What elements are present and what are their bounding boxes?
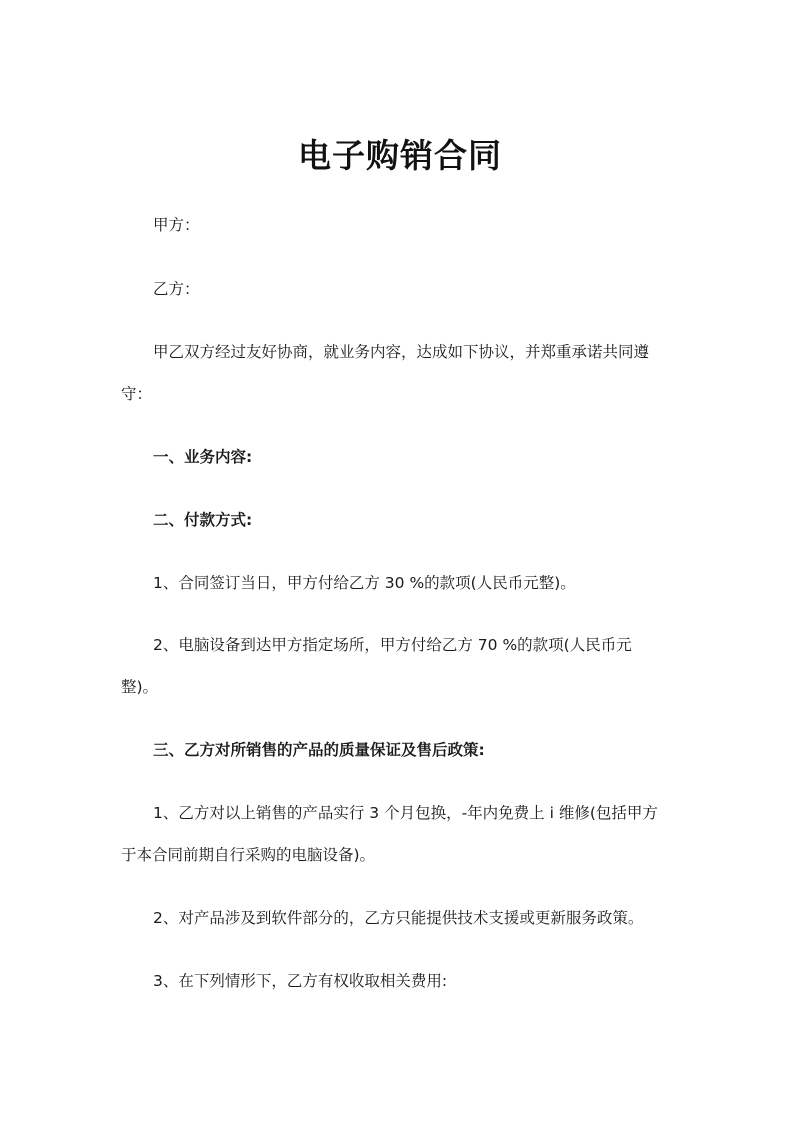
section-1-heading: 一、业务内容:	[153, 448, 253, 466]
section-2-heading: 二、付款方式:	[153, 511, 253, 529]
payment-item-2-line-2: 整)。	[121, 678, 159, 696]
warranty-item-1-line-2: 于本合同前期自行采购的电脑设备)。	[121, 846, 376, 864]
payment-item-1: 1、合同签订当日，甲方付给乙方 30 %的款项(人民币元整)。	[153, 574, 576, 592]
intro-paragraph-line-2: 守：	[121, 385, 153, 403]
document-title: 电子购销合同	[298, 136, 502, 175]
warranty-item-3: 3、在下列情形下，乙方有权收取相关费用:	[153, 972, 448, 990]
party-a-label: 甲方：	[153, 216, 200, 234]
intro-paragraph-line-1: 甲乙双方经过友好协商，就业务内容，达成如下协议，并郑重承诺共同遵	[153, 343, 650, 361]
section-3-heading: 三、乙方对所销售的产品的质量保证及售后政策:	[153, 741, 485, 759]
party-b-label: 乙方：	[153, 280, 200, 298]
payment-item-2-line-1: 2、电脑设备到达甲方指定场所，甲方付给乙方 70 %的款项(人民币元	[153, 636, 632, 654]
warranty-item-2: 2、对产品涉及到软件部分的，乙方只能提供技术支援或更新服务政策。	[153, 909, 644, 927]
warranty-item-1-line-1: 1、乙方对以上销售的产品实行 3 个月包换，-年内免费上 i 维修(包括甲方	[153, 804, 658, 822]
